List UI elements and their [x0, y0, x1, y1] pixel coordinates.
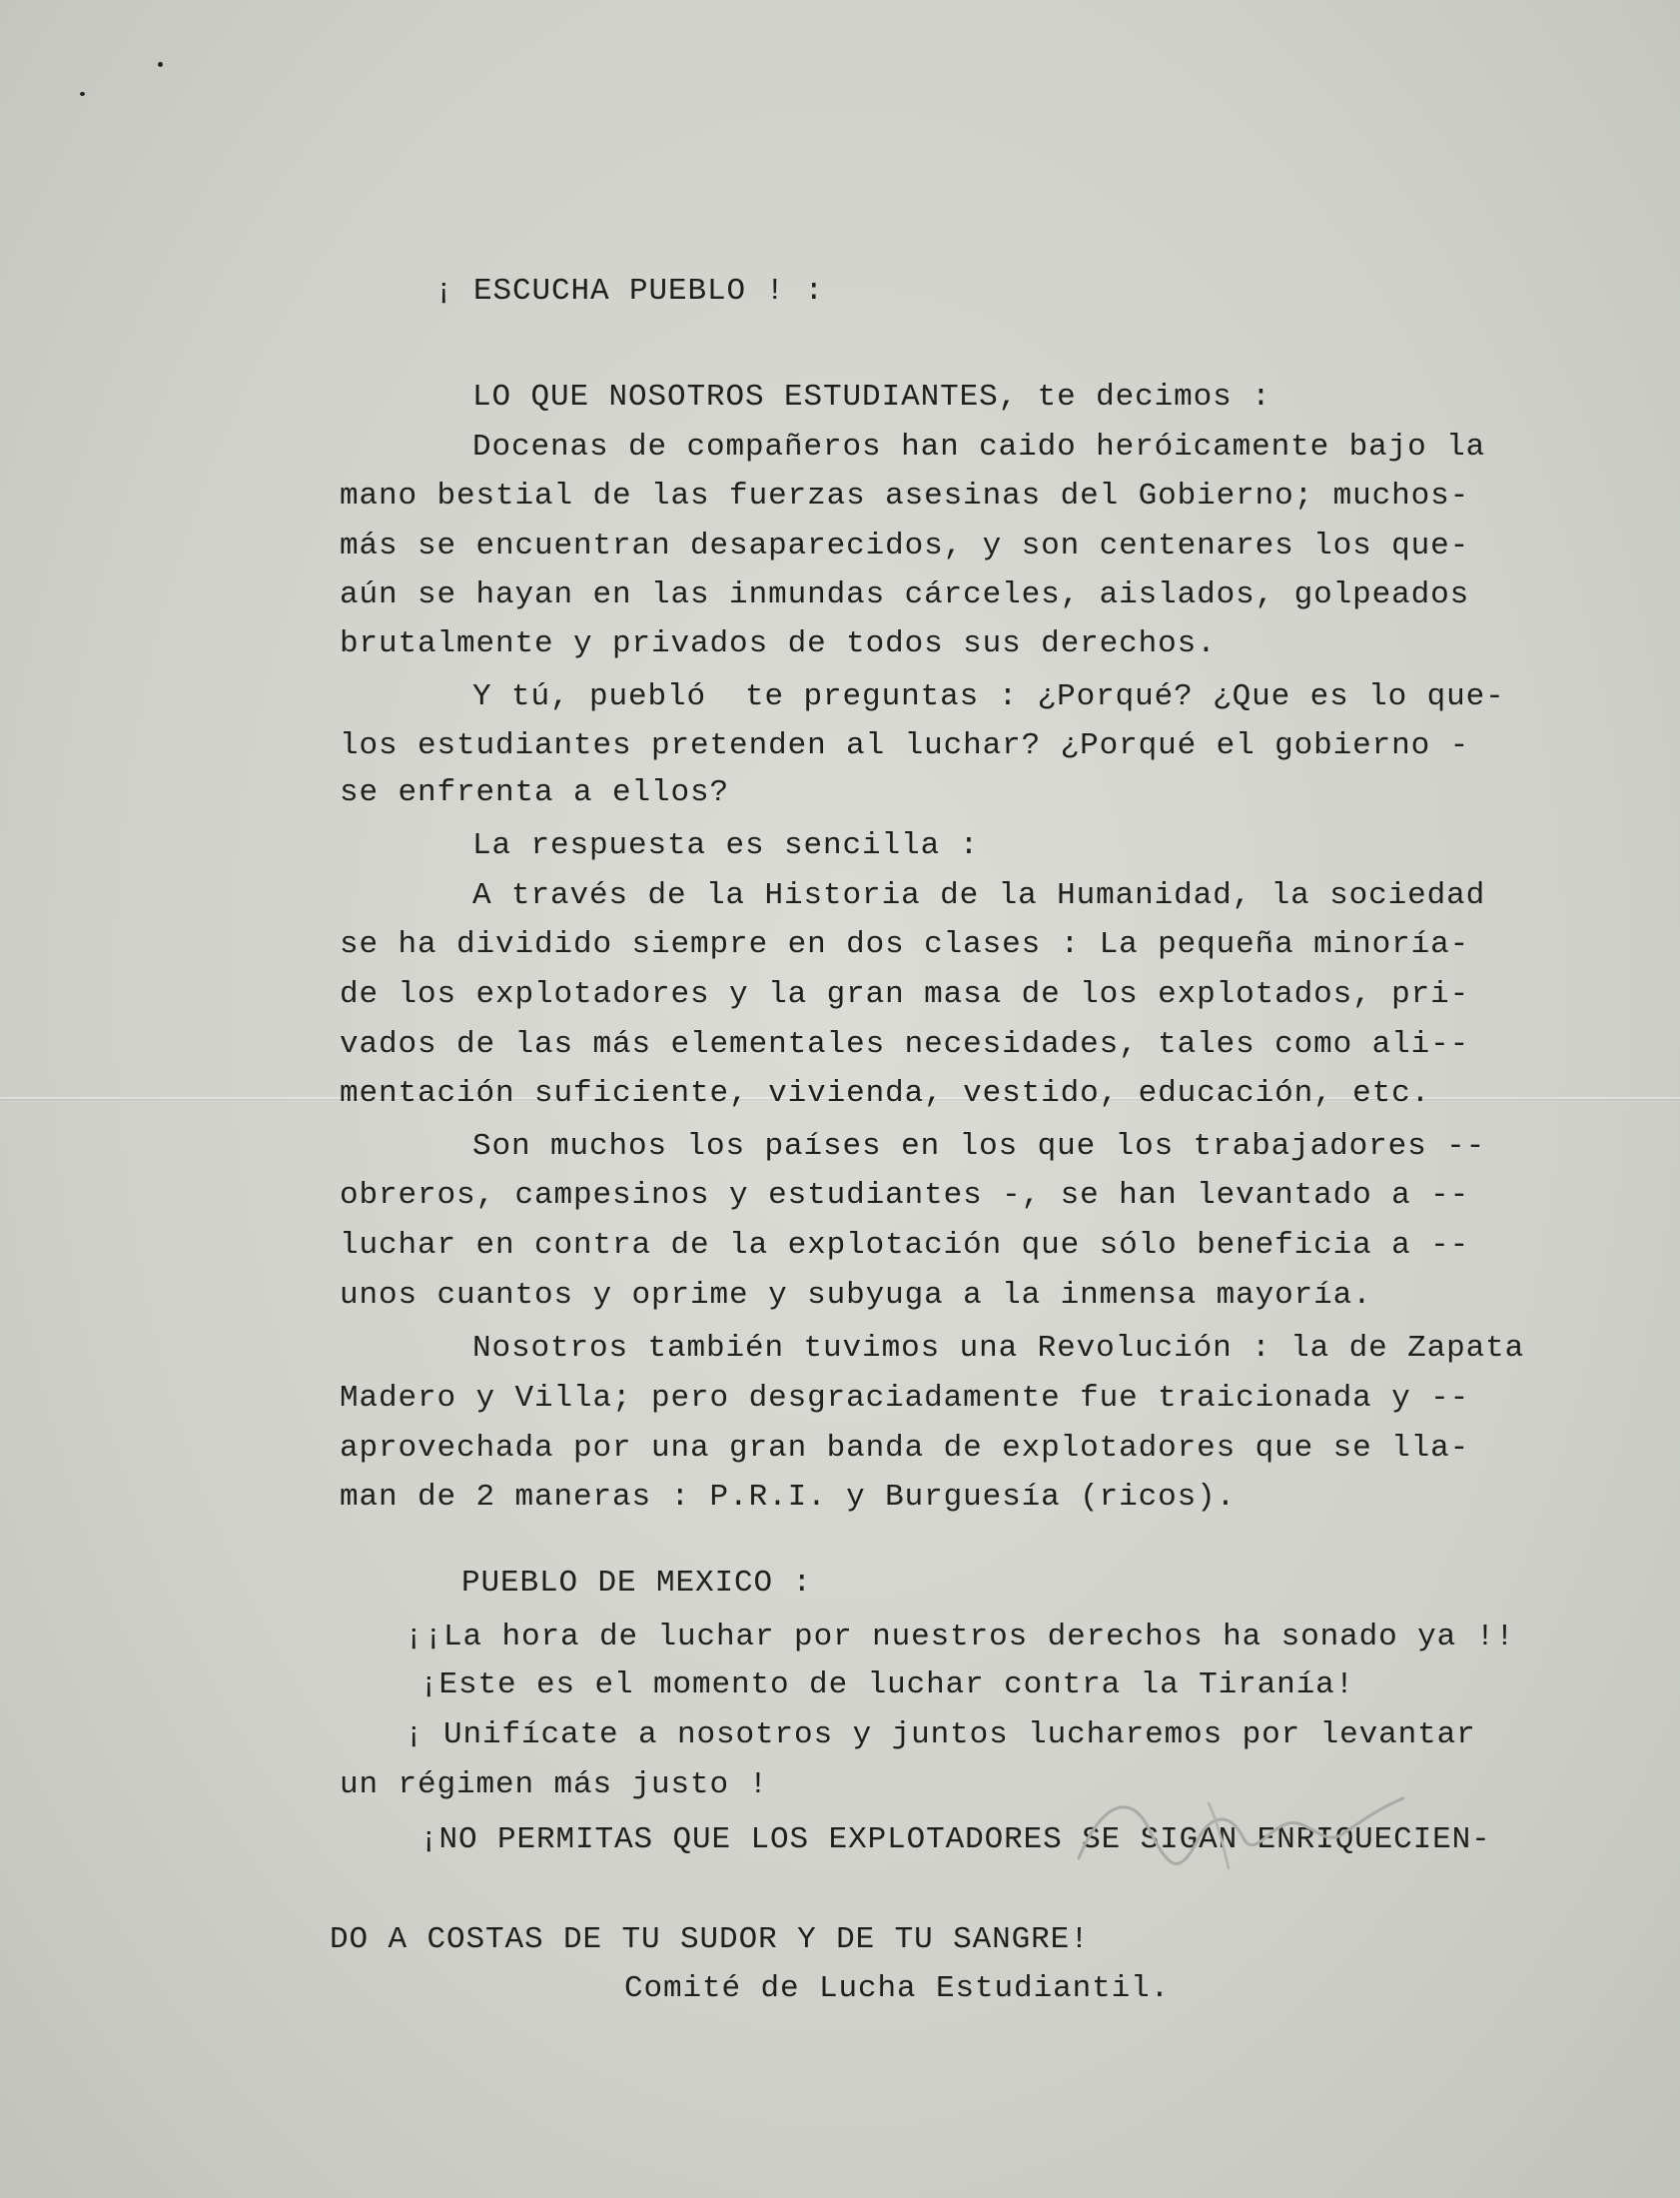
paragraph-5-line: Nosotros también tuvimos una Revolución : la de Zapata — [472, 1331, 1525, 1366]
paragraph-4-line: unos cuantos y oprime y subyuga a la inmensa mayoría. — [340, 1278, 1372, 1313]
answer-intro: La respuesta es sencilla : — [472, 828, 980, 863]
call-line: un régimen más justo ! — [340, 1767, 769, 1802]
paragraph-3-line: de los explotadores y la gran masa de los explotados, pri- — [340, 977, 1470, 1012]
paragraph-2-line: se enfrenta a ellos? — [340, 775, 730, 810]
call-heading: PUEBLO DE MEXICO : — [461, 1566, 813, 1601]
faint-handwritten-signature — [1059, 1768, 1418, 1898]
paragraph-2-line: los estudiantes pretenden al luchar? ¿Porqué el gobierno - — [340, 728, 1470, 763]
paragraph-4-line: obreros, campesinos y estudiantes -, se han levantado a -- — [340, 1178, 1470, 1213]
call-line: DO A COSTAS DE TU SUDOR Y DE TU SANGRE! — [330, 1922, 1090, 1957]
paragraph-2-line: Y tú, puebló te preguntas : ¿Porqué? ¿Que es lo que- — [472, 679, 1505, 714]
heading: ¡ ESCUCHA PUEBLO ! : — [434, 274, 825, 309]
paragraph-1-line: brutalmente y privados de todos sus derechos. — [340, 626, 1217, 661]
intro-line: LO QUE NOSOTROS ESTUDIANTES, te decimos : — [472, 380, 1271, 415]
paragraph-1-line: aún se hayan en las inmundas cárceles, aislados, golpeados — [340, 577, 1470, 612]
paragraph-3-line: vados de las más elementales necesidades, tales como ali-- — [340, 1027, 1470, 1062]
paragraph-3-line: se ha dividido siempre en dos clases : La pequeña minoría- — [340, 927, 1470, 962]
paragraph-1-line: más se encuentran desaparecidos, y son centenares los que- — [340, 529, 1470, 563]
paragraph-5-line: Madero y Villa; pero desgraciadamente fue traicionada y -- — [340, 1381, 1470, 1416]
call-line: ¡Este es el momento de luchar contra la Tiranía! — [420, 1667, 1355, 1702]
call-line: ¡NO PERMITAS QUE LOS EXPLOTADORES SE SIGAN ENRIQUECIEN- — [420, 1822, 1491, 1857]
call-line: ¡¡La hora de luchar por nuestros derechos ha sonado ya !! — [405, 1620, 1515, 1654]
paragraph-5-line: man de 2 maneras : P.R.I. y Burguesía (ricos). — [340, 1480, 1237, 1515]
call-line: ¡ Unifícate a nosotros y juntos lucharemos por levantar — [405, 1717, 1476, 1752]
ink-speck — [158, 62, 163, 67]
paragraph-4-line: Son muchos los países en los que los trabajadores -- — [472, 1129, 1486, 1164]
paragraph-1-line: mano bestial de las fuerzas asesinas del Gobierno; muchos- — [340, 479, 1470, 514]
paragraph-3-line: A través de la Historia de la Humanidad, la sociedad — [472, 878, 1486, 913]
paragraph-4-line: luchar en contra de la explotación que sólo beneficia a -- — [340, 1228, 1470, 1263]
paragraph-1-line: Docenas de compañeros han caido heróicamente bajo la — [472, 430, 1486, 465]
paragraph-5-line: aprovechada por una gran banda de explotadores que se lla- — [340, 1431, 1470, 1466]
paragraph-3-line: mentación suficiente, vivienda, vestido, educación, etc. — [340, 1076, 1431, 1111]
signature: Comité de Lucha Estudiantil. — [624, 1971, 1171, 2006]
ink-speck — [80, 92, 85, 96]
